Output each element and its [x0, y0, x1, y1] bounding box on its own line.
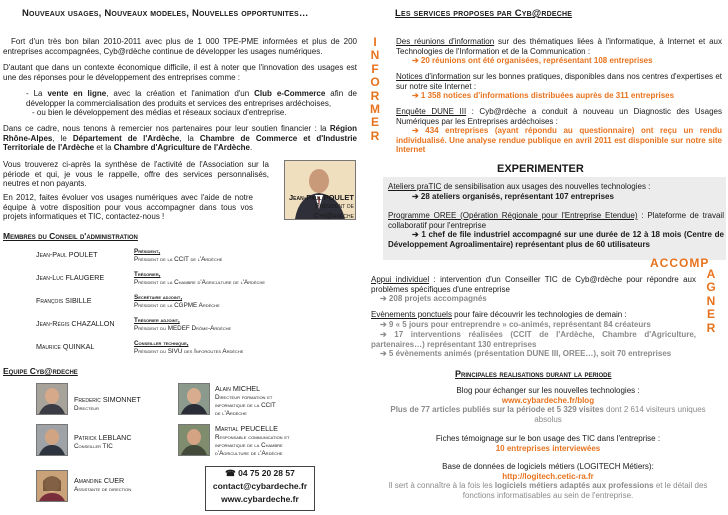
team-member-role: Directeur formation et informatique de la CCIT de l'Ardèche [215, 394, 276, 417]
blog-block: Blog pour échanger sur les nouvelles technologies : www.cybardeche.fr/blog Plus de 77 articles publiés sur la période et 5 329 visites dont 2 614 visiteurs uniques absolus [383, 386, 713, 424]
acc-evenements-result-2: ➔ 17 interventions réalisées (CCIT de l'Ardèche, Chambre d'Agriculture, partenaires…) représentant 130 entreprises [371, 330, 696, 349]
board-member-role: Trésorier, Président de la Chambre d'Agriculture de l'Ardèche [134, 271, 266, 286]
board-member-name: Jean-Régis CHAZALLON [36, 319, 115, 328]
team-photo-cuer [36, 470, 68, 502]
board-list [0, 248, 360, 353]
accompagner-label-vertical: A G N E R [706, 267, 716, 335]
team-title: Equipe Cyb@rdeche [3, 366, 78, 376]
president-photo [284, 160, 356, 220]
team-photo-michel [178, 383, 210, 415]
thanks-paragraph: Dans ce cadre, nous tenons à remercier nos partenaires pour leur soutien financier : la Région Rhône-Alpes, le Département de l'Ardèche, la Chambre de Commerce et d'Industrie Territoriale de l'Ardèche et la Chambre d'Agriculture de l'Ardèche. [3, 124, 357, 153]
team-member-name: Patrick LEBLANC [74, 433, 132, 442]
informer-vertical-label: I N F O R M E R [370, 35, 380, 143]
contact-phone[interactable]: ☎ 04 75 20 28 57 [225, 468, 295, 478]
president-role-1: Président de [315, 203, 354, 210]
team-member-name: Alain MICHEL [215, 384, 261, 393]
info-notices: Notices d'information sur les bonnes pratiques, disponibles dans nos centres d'expertises et sur notre site Internet : [396, 72, 723, 91]
board-member-name: Jean-Luc FLAUGERE [36, 273, 105, 282]
bullet-medias: - ou bien le développement des médias et réseaux sociaux d'entreprise. [32, 108, 287, 117]
president-role-2: Cyb@rdèche [314, 213, 354, 220]
contact-website[interactable]: www.cybardeche.fr [221, 494, 299, 504]
board-member-role: Conseiller technique, Président du SIVU des Inforoutes Ardèche [134, 340, 244, 355]
board-member-role: Trésorier adjoint, Président du MEDEF Drôme-Ardèche [134, 317, 232, 332]
info-dune: Enquête DUNE III : Cyb@rdèche a conduit à nouveau un Diagnostic des Usages Numériques par les Entreprises ardéchoises : [396, 107, 722, 126]
team-member-role: Directeur [74, 405, 99, 412]
president-name: Jean-Paul POULET [288, 193, 354, 202]
right-header: Les services proposes par Cyb@rdeche [395, 8, 573, 19]
info-dune-result: ➔ 434 entreprises (ayant répondu au questionnaire) ont reçu un rendu individualisé. Une analyse rendue publique en avril 2011 est disponible sur notre site Internet [396, 126, 722, 155]
acc-appui-result: ➔ 208 projets accompagnés [380, 294, 487, 303]
exp-ateliers-result: ➔ 28 ateliers organisés, représentant 107 entreprises [412, 192, 614, 201]
fiches-block: Fiches témoignage sur le bon usage des TIC dans l'entreprise : 10 entreprises interviewées [435, 434, 661, 453]
team-photo-peucelle [178, 424, 210, 456]
board-title: Membres du Conseil d'administration [3, 231, 138, 241]
intro-paragraph-1: Fort d'un très bon bilan 2010-2011 avec plus de 1 000 TPE-PME informées et plus de 200 entreprises accompagnées, Cyb@rdèche continue de développer les usages numériques. [3, 37, 357, 56]
intro-paragraph-2: D'autant que dans un contexte économique difficile, il est à noter que l'innovation des usages est une des réponses pour le développement des entreprises comme : [3, 63, 357, 82]
left-header: Nouveaux usages, Nouveaux modeles, Nouvelles opportunites… [22, 8, 309, 19]
info-reunions: Des réunions d'information sur des thématiques liées à l'informatique, à Internet et aux Technologies de l'Information et de la Communication : [396, 37, 722, 56]
team-photo-simonnet [36, 383, 68, 415]
experimenter-title: EXPERIMENTER [497, 163, 584, 175]
blog-link[interactable]: www.cybardeche.fr/blog [501, 395, 595, 405]
logitech-block: Base de données de logiciels métiers (LOGITECH Métiers): http://logitech.cetic-ra.fr Il sert à connaître à la fois les logiciels métiers adaptés aux professions et le détail des fonctions informatisables au sein de l'entreprise. [383, 462, 713, 500]
team-member-name: Frederic SIMONNET [74, 395, 141, 404]
team-member-name: Martial PEUCELLE [215, 424, 278, 433]
info-reunions-result: ➔ 20 réunions ont été organisées, représentant 108 entreprises [412, 56, 653, 65]
exp-oree-result: ➔ 1 chef de file industriel accompagné sur une durée de 12 à 18 mois (Centre de Développement Agroalimentaire) représentant plus de 60 utilisateurs [388, 230, 724, 249]
acc-evenements: Evènements ponctuels pour faire découvrir les technologies de demain : [371, 310, 627, 319]
bullet-ecommerce: - La vente en ligne, avec la création et l'animation d'un Club e-Commerce afin de développer la commercialisation des produits et services des entreprises ardéchoises, [26, 89, 357, 108]
realisations-title: Principales realisations durant la periode [455, 369, 612, 379]
team-member-role: Assistante de direction [74, 486, 132, 493]
accompagner-label-top: ACCOMP [650, 256, 710, 270]
evolve-paragraph: En 2012, faites évoluer vos usages numériques avec l'aide de notre équipe à votre disposition pour vous accompagner dans tous vos projets informatiques et TIC, contactez-nous ! [3, 193, 253, 222]
board-member-role: Secrétaire adjoint, Président de la CGPME Ardèche [134, 294, 220, 309]
team-member-role: Responsable communication et informatique de la Chambre d'Agriculture de l'Ardèche [215, 434, 290, 457]
board-member-name: François SIBILLE [36, 296, 92, 305]
board-member-role: Président, Président de la CCIT de l'Ardèche [134, 248, 223, 263]
board-member-name: Jean-Paul POULET [36, 250, 98, 259]
team-member-name: Amandine CUER [74, 476, 125, 485]
acc-evenements-result-3: ➔ 5 évènements animés (présentation DUNE III, OREE…), soit 70 entreprises [380, 349, 672, 358]
acc-appui: Appui individuel : intervention d'un Conseiller TIC de Cyb@rdèche pour répondre aux problèmes spécifiques d'une entreprise [371, 275, 697, 294]
exp-oree: Programme OREE (Opération Régionale pour l'Entreprise Etendue) : Plateforme de travail collaboratif pour l'entreprise [388, 211, 724, 230]
contact-box [205, 466, 315, 511]
contact-email[interactable]: contact@cybardeche.fr [212, 481, 308, 491]
team-photo-leblanc [36, 424, 68, 456]
info-notices-result: ➔ 1 358 notices d'informations distribuées auprès de 311 entreprises [412, 91, 675, 100]
synthesis-paragraph: Vous trouverez ci-après la synthèse de l'activité de l'Association sur la période et qui, je vous le rappelle, offre des services personnalisés, neutres et non payants. [3, 160, 269, 189]
board-member-name: Maurice QUINKAL [36, 342, 95, 351]
logitech-link[interactable]: http://logitech.cetic-ra.fr [502, 471, 594, 481]
exp-ateliers: Ateliers praTIC de sensibilisation aux usages des nouvelles technologies : [388, 182, 651, 191]
acc-evenements-result-1: ➔ 9 « 5 jours pour entreprendre » co-animés, représentant 84 créateurs [380, 320, 651, 329]
team-member-role: Conseiller TIC [74, 443, 113, 450]
